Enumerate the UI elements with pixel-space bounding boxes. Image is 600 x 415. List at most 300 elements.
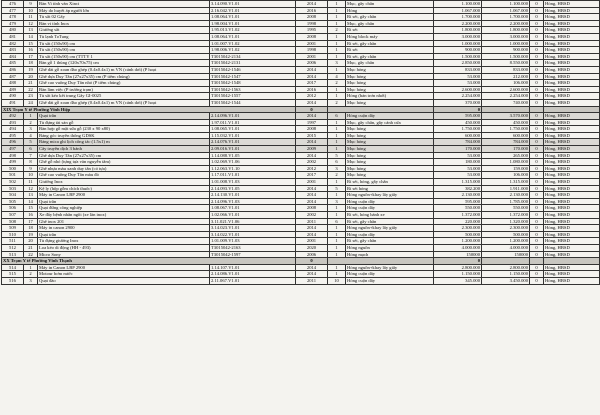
- condition-cell: Hỏng mạch: [346, 251, 434, 258]
- stt-cell: 489: [2, 86, 24, 93]
- qty-cell: 1: [328, 238, 346, 245]
- unit-value-cell: 53.000: [434, 73, 482, 80]
- code-cell: 2.14.076.V1.01: [210, 139, 296, 146]
- condition-cell: Mục hỏng: [346, 73, 434, 80]
- remaining-cell: 0: [530, 1, 544, 8]
- qty-cell: 6: [328, 218, 346, 225]
- qty-cell: 1: [328, 212, 346, 219]
- remaining-cell: 0: [530, 146, 544, 153]
- condition-cell: Mục hỏng: [346, 86, 434, 93]
- code-cell: 1.08.067.V1.01: [210, 205, 296, 212]
- stt-cell: 484: [2, 53, 24, 60]
- remaining-cell: 0: [530, 86, 544, 93]
- stt-cell: 514: [2, 264, 24, 271]
- year-cell: 2006: [296, 60, 328, 67]
- qty-cell: 1: [328, 47, 346, 54]
- remaining-cell: 0: [530, 192, 544, 199]
- code-cell: 1.17.011.V1.01: [210, 172, 296, 179]
- stt-cell: 478: [2, 14, 24, 21]
- total-value-cell: 265.000: [482, 152, 530, 159]
- index-cell: 18: [24, 225, 38, 232]
- stt-cell: 494: [2, 126, 24, 133]
- total-value-cell: 1.200.000: [482, 238, 530, 245]
- index-cell: 16: [24, 47, 38, 54]
- name-cell: Tủ sắt (150x90) cm: [38, 40, 210, 47]
- year-cell: 2001: [296, 40, 328, 47]
- note-cell: Hỏng, HBSD: [544, 33, 600, 40]
- section-row: [2, 258, 600, 265]
- remaining-cell: 0: [530, 165, 544, 172]
- total-value-cell: 2.300.000: [482, 225, 530, 232]
- note-cell: Hỏng, HBSD: [544, 47, 600, 54]
- name-cell: Bàn làm việc (P trưởng trạm): [38, 86, 210, 93]
- table-row: [2, 152, 600, 159]
- note-cell: Hỏng, HBSD: [544, 277, 600, 284]
- code-cell: T3015042-2163: [210, 244, 296, 251]
- condition-cell: Mục, gãy chân: [346, 20, 434, 27]
- year-cell: 2008: [296, 33, 328, 40]
- stt-cell: 513: [2, 251, 24, 258]
- remaining-cell: 0: [530, 231, 544, 238]
- code-cell: 3.14.090.V1.01: [210, 1, 296, 8]
- code-cell: 1.95.013.V1.02: [210, 27, 296, 34]
- table-row: [2, 27, 600, 34]
- note-cell: Hỏng, HBSD: [544, 192, 600, 199]
- qty-cell: 1: [328, 139, 346, 146]
- name-cell: Motour bơm nước: [38, 271, 210, 278]
- total-value-cell: 1.700.000: [482, 14, 530, 21]
- stt-cell: 516: [2, 277, 24, 284]
- table-row: [2, 73, 600, 80]
- year-cell: 2014: [296, 1, 328, 8]
- remaining-cell: 0: [530, 271, 544, 278]
- total-value-cell: 1.800.000: [482, 27, 530, 34]
- unit-value-cell: 1.150.000: [434, 271, 482, 278]
- qty-cell: 1: [328, 1, 346, 8]
- name-cell: Cây truyền dịch 3 bánh: [38, 146, 210, 153]
- stt-cell: 508: [2, 218, 24, 225]
- note-cell: Hỏng, HBSD: [544, 159, 600, 166]
- section-total: 0: [434, 106, 482, 113]
- total-value-cell: 170.000: [482, 146, 530, 153]
- year-cell: 2012: [296, 93, 328, 100]
- code-cell: 2.14.096.V1.01: [210, 113, 296, 120]
- total-value-cell: 3.450.000: [482, 277, 530, 284]
- stt-cell: 477: [2, 7, 24, 14]
- code-cell: T3015042-1544: [210, 99, 296, 106]
- index-cell: 14: [24, 198, 38, 205]
- year-cell: 2011: [296, 277, 328, 284]
- total-value-cell: 1.150.000: [482, 271, 530, 278]
- total-value-cell: 106.000: [482, 172, 530, 179]
- unit-value-cell: 900.000: [434, 47, 482, 54]
- code-cell: 1.08.064.V1.01: [210, 33, 296, 40]
- index-cell: 2: [24, 271, 38, 278]
- index-cell: 15: [24, 40, 38, 47]
- condition-cell: Hỏng nguồn+khay lấy giấy: [346, 192, 434, 199]
- qty-cell: 3: [328, 60, 346, 67]
- note-cell: Hỏng, HBSD: [544, 225, 600, 232]
- unit-value-cell: 784.000: [434, 139, 482, 146]
- index-cell: 13: [24, 27, 38, 34]
- unit-value-cell: 370.000: [434, 99, 482, 106]
- stt-cell: 492: [2, 113, 24, 120]
- name-cell: Ghế cao vuông Duy Tân nhỏ (P tiêm chủng): [38, 80, 210, 87]
- remaining-cell: 0: [530, 40, 544, 47]
- index-cell: 18: [24, 60, 38, 67]
- unit-value-cell: 1.750.000: [434, 126, 482, 133]
- qty-cell: 1: [328, 264, 346, 271]
- total-value-cell: 3.000.000: [482, 33, 530, 40]
- table-body: [2, 1, 600, 285]
- year-cell: 2002: [296, 159, 328, 166]
- table-row: [2, 146, 600, 153]
- index-cell: 20: [24, 73, 38, 80]
- year-cell: 2014: [296, 264, 328, 271]
- total-value-cell: 150000: [482, 251, 530, 258]
- year-cell: 2017: [296, 80, 328, 87]
- code-cell: 1.01.009.V1.03: [210, 238, 296, 245]
- stt-cell: 497: [2, 146, 24, 153]
- code-cell: 1.08.064.V1.01: [210, 14, 296, 21]
- qty-cell: 1: [328, 53, 346, 60]
- table-row: [2, 119, 600, 126]
- total-value-cell: 1.315.000: [482, 179, 530, 186]
- total-value-cell: 500.000: [482, 231, 530, 238]
- section-blank: [530, 106, 544, 113]
- index-cell: 21: [24, 80, 38, 87]
- qty-cell: 3: [328, 165, 346, 172]
- total-value-cell: 8.550.000: [482, 60, 530, 67]
- remaining-cell: 0: [530, 14, 544, 21]
- remaining-cell: 0: [530, 152, 544, 159]
- qty-cell: 1: [328, 93, 346, 100]
- year-cell: 2008: [296, 205, 328, 212]
- qty-cell: 2: [328, 172, 346, 179]
- qty-cell: 1: [328, 225, 346, 232]
- year-cell: 2016: [296, 7, 328, 14]
- total-value-cell: 2.254.000: [482, 93, 530, 100]
- index-cell: 11: [24, 14, 38, 21]
- index-cell: 1: [24, 264, 38, 271]
- table-row: [2, 238, 600, 245]
- section-blank: [544, 106, 600, 113]
- qty-cell: 1: [328, 126, 346, 133]
- stt-cell: 479: [2, 20, 24, 27]
- section-blank: [328, 106, 434, 113]
- note-cell: Hỏng, HBSD: [544, 146, 600, 153]
- name-cell: Máy in canon 2900: [38, 225, 210, 232]
- stt-cell: 480: [2, 27, 24, 34]
- index-cell: 10: [24, 172, 38, 179]
- total-value-cell: 900.000: [482, 47, 530, 54]
- name-cell: Ghế dựa Duy Tân (27x27x35) cm (P tiêm chủng): [38, 73, 210, 80]
- year-cell: 2014: [296, 271, 328, 278]
- total-value-cell: 550.000: [482, 205, 530, 212]
- stt-cell: 505: [2, 198, 24, 205]
- note-cell: Hỏng, HBSD: [544, 53, 600, 60]
- section-row: [2, 106, 600, 113]
- name-cell: Tủ sắt 02 Gấy: [38, 14, 210, 21]
- condition-cell: Mục hỏng: [346, 159, 434, 166]
- total-value-cell: 1.750.000: [482, 126, 530, 133]
- unit-value-cell: 2.850.000: [434, 60, 482, 67]
- table-row: [2, 264, 600, 271]
- year-cell: 1995: [296, 27, 328, 34]
- name-cell: Quạt trần: [38, 198, 210, 205]
- code-cell: T3015042-1557: [210, 93, 296, 100]
- unit-value-cell: 1.500.000: [434, 53, 482, 60]
- table-row: [2, 225, 600, 232]
- remaining-cell: 0: [530, 172, 544, 179]
- remaining-cell: 0: [530, 185, 544, 192]
- year-cell: 2014: [296, 73, 328, 80]
- condition-cell: Mục hỏng: [346, 139, 434, 146]
- name-cell: Ghế inox 201: [38, 218, 210, 225]
- table-row: [2, 53, 600, 60]
- index-cell: 7: [24, 152, 38, 159]
- name-cell: Ghế gỗ nhỏ (tựng tựa văn nguyễn tâm): [38, 159, 210, 166]
- condition-cell: Hỏng cuộn dây: [346, 231, 434, 238]
- year-cell: 2020: [296, 244, 328, 251]
- index-cell: 6: [24, 146, 38, 153]
- name-cell: Tủ sắt kéo kết trung Gây GI-0025: [38, 93, 210, 100]
- condition-cell: Mục hỏng: [346, 152, 434, 159]
- condition-cell: Mục hỏng: [346, 99, 434, 106]
- table-row: [2, 159, 600, 166]
- note-cell: Hỏng, HBSD: [544, 185, 600, 192]
- total-value-cell: 1.100.000: [482, 1, 530, 8]
- total-value-cell: 2.600.000: [482, 86, 530, 93]
- note-cell: Hỏng, HBSD: [544, 251, 600, 258]
- condition-cell: Hỏng nguồn+khay lấy giấy: [346, 225, 434, 232]
- section-blank: [328, 258, 434, 265]
- asset-table: [1, 0, 600, 285]
- code-cell: T3015042-2134: [210, 53, 296, 60]
- name-cell: Tủ sắt (150x90) cm: [38, 47, 210, 54]
- year-cell: 1998: [296, 20, 328, 27]
- total-value-cell: 1.911.000: [482, 185, 530, 192]
- condition-cell: Rỉ sét, hỏng bánh xe: [346, 212, 434, 219]
- code-cell: T3015042-2131: [210, 60, 296, 67]
- code-cell: 1.15.032.V1.01: [210, 132, 296, 139]
- total-value-cell: 1.067.000: [482, 7, 530, 14]
- year-cell: 2008: [296, 126, 328, 133]
- unit-value-cell: 1.800.000: [434, 27, 482, 34]
- name-cell: Loa kéo di động (HH - 493): [38, 244, 210, 251]
- qty-cell: 10: [328, 277, 346, 284]
- remaining-cell: 0: [530, 126, 544, 133]
- name-cell: Ghế dựa Duy Tân (27x27x35) cm: [38, 152, 210, 159]
- index-cell: 17: [24, 218, 38, 225]
- stt-cell: 486: [2, 66, 24, 73]
- stt-cell: 499: [2, 159, 24, 166]
- index-cell: 13: [24, 192, 38, 199]
- stt-cell: 496: [2, 139, 24, 146]
- qty-cell: 1: [328, 119, 346, 126]
- condition-cell: Rỉ sét: [346, 47, 434, 54]
- qty-cell: 1: [328, 205, 346, 212]
- index-cell: 2: [24, 119, 38, 126]
- year-cell: 2014: [296, 152, 328, 159]
- year-cell: 2011: [296, 218, 328, 225]
- year-cell: 2014: [296, 231, 328, 238]
- remaining-cell: 0: [530, 27, 544, 34]
- remaining-cell: 0: [530, 93, 544, 100]
- code-cell: 1.01.008.V1.03: [210, 179, 296, 186]
- unit-value-cell: 600.000: [434, 132, 482, 139]
- total-value-cell: 784.000: [482, 139, 530, 146]
- section-blank: [530, 258, 544, 265]
- stt-cell: 507: [2, 212, 24, 219]
- code-cell: 3.14.022.V1.01: [210, 231, 296, 238]
- code-cell: 1.12.063.V1.10: [210, 165, 296, 172]
- year-cell: 2012: [296, 165, 328, 172]
- table-row: [2, 20, 600, 27]
- unit-value-cell: 2.254.000: [434, 93, 482, 100]
- index-cell: 19: [24, 66, 38, 73]
- note-cell: Hỏng, HBSD: [544, 99, 600, 106]
- remaining-cell: 0: [530, 20, 544, 27]
- code-cell: 1.14.107.V1.01: [210, 264, 296, 271]
- name-cell: Ghế dài gỗ xoan đào ghép (0.4x0.4x1) m VN (cánh dơi) (P hoạt: [38, 66, 210, 73]
- unit-value-cell: 53.000: [434, 80, 482, 87]
- index-cell: 3: [24, 277, 38, 284]
- note-cell: Hỏng, HBSD: [544, 27, 600, 34]
- index-cell: 5: [24, 139, 38, 146]
- table-row: [2, 205, 600, 212]
- name-cell: Kệ ly (hộp gỗm chích thuốc): [38, 185, 210, 192]
- remaining-cell: 0: [530, 80, 544, 87]
- unit-value-cell: 4.000.000: [434, 244, 482, 251]
- name-cell: Ghế cao vuông Duy Tân màu đỏ: [38, 172, 210, 179]
- table-row: [2, 244, 600, 251]
- unit-value-cell: 595.000: [434, 113, 482, 120]
- qty-cell: 1: [328, 132, 346, 139]
- remaining-cell: 0: [530, 264, 544, 271]
- index-cell: 12: [24, 185, 38, 192]
- note-cell: Hỏng, HBSD: [544, 139, 600, 146]
- year-cell: 1997: [296, 119, 328, 126]
- stt-cell: 515: [2, 271, 24, 278]
- remaining-cell: 0: [530, 113, 544, 120]
- note-cell: Hỏng, HBSD: [544, 80, 600, 87]
- remaining-cell: 0: [530, 225, 544, 232]
- table-row: [2, 139, 600, 146]
- code-cell: 1.08.065.V1.01: [210, 126, 296, 133]
- stt-cell: 487: [2, 73, 24, 80]
- stt-cell: 510: [2, 231, 24, 238]
- section-total: 0: [434, 258, 482, 265]
- table-row: [2, 93, 600, 100]
- stt-cell: 493: [2, 119, 24, 126]
- name-cell: Bảng mica ghi lịch công tác (1.5x1) m: [38, 139, 210, 146]
- code-cell: 1.97.011.V1.01: [210, 119, 296, 126]
- year-cell: 2009: [296, 146, 328, 153]
- remaining-cell: 0: [530, 159, 544, 166]
- unit-value-cell: 53.000: [434, 152, 482, 159]
- table-row: [2, 86, 600, 93]
- unit-value-cell: 2.200.000: [434, 20, 482, 27]
- section-label: XIX Trạm Y tế Phường Vĩnh Hiệp: [2, 106, 296, 113]
- year-cell: 2014: [296, 185, 328, 192]
- condition-cell: Hỏng: [346, 7, 434, 14]
- note-cell: Hỏng, HBSD: [544, 73, 600, 80]
- code-cell: T3015042-1548: [210, 80, 296, 87]
- name-cell: Giường sắt: [38, 27, 210, 34]
- note-cell: Hỏng, HBSD: [544, 198, 600, 205]
- qty-cell: 1: [328, 14, 346, 21]
- unit-value-cell: 2.300.000: [434, 225, 482, 232]
- condition-cell: Hỏng (bản trơn nhớt): [346, 93, 434, 100]
- remaining-cell: 0: [530, 139, 544, 146]
- table-row: [2, 80, 600, 87]
- condition-cell: Mục hỏng: [346, 80, 434, 87]
- note-cell: Hỏng, HBSD: [544, 264, 600, 271]
- condition-cell: Hỏng nguồn: [346, 244, 434, 251]
- stt-cell: 512: [2, 244, 24, 251]
- condition-cell: Hỏng cuộn dây: [346, 205, 434, 212]
- note-cell: Hỏng, HBSD: [544, 86, 600, 93]
- unit-value-cell: 833.000: [434, 66, 482, 73]
- qty-cell: 1: [328, 231, 346, 238]
- table-row: [2, 251, 600, 258]
- unit-value-cell: 1.200.000: [434, 238, 482, 245]
- condition-cell: Mục, gãy chân: [346, 60, 434, 67]
- code-cell: 2.14.096.V1.03: [210, 198, 296, 205]
- name-cell: Máy in Canon LBP 2900: [38, 192, 210, 199]
- table-row: [2, 14, 600, 21]
- unit-value-cell: 2.600.000: [434, 86, 482, 93]
- code-cell: 1.98.006.V1.02: [210, 47, 296, 54]
- table-row: [2, 172, 600, 179]
- code-cell: 2.16.042.V1.01: [210, 7, 296, 14]
- table-row: [2, 40, 600, 47]
- note-cell: Hỏng, HBSD: [544, 218, 600, 225]
- index-cell: 1: [24, 113, 38, 120]
- condition-cell: Rỉ sét hỏng: [346, 185, 434, 192]
- condition-cell: Hỏng cuộn dây: [346, 277, 434, 284]
- code-cell: 2.09.016.V1.01: [210, 146, 296, 153]
- unit-value-cell: 1.315.000: [434, 179, 482, 186]
- name-cell: Tủ đựng tài sản gỗ: [38, 119, 210, 126]
- condition-cell: Rỉ sét, gãy chân: [346, 40, 434, 47]
- total-value-cell: 2.800.000: [482, 264, 530, 271]
- year-cell: 2014: [296, 192, 328, 199]
- table-row: [2, 132, 600, 139]
- note-cell: Hỏng, HBSD: [544, 66, 600, 73]
- table-row: [2, 1, 600, 8]
- qty-cell: 2: [328, 99, 346, 106]
- total-value-cell: 2.130.000: [482, 192, 530, 199]
- qty-cell: 1: [328, 20, 346, 27]
- remaining-cell: 0: [530, 212, 544, 219]
- stt-cell: 483: [2, 47, 24, 54]
- code-cell: 1.02.069.V1.06: [210, 159, 296, 166]
- remaining-cell: 0: [530, 66, 544, 73]
- index-cell: 24: [24, 99, 38, 106]
- section-label: XX Trạm Y tế Phường Vĩnh Thạnh: [2, 258, 296, 265]
- unit-value-cell: 53.000: [434, 165, 482, 172]
- total-value-cell: 450.000: [482, 119, 530, 126]
- stt-cell: 504: [2, 192, 24, 199]
- total-value-cell: 1.000.000: [482, 40, 530, 47]
- unit-value-cell: 150000: [434, 251, 482, 258]
- condition-cell: Mục hỏng: [346, 126, 434, 133]
- year-cell: 2014: [296, 139, 328, 146]
- table-row: [2, 7, 600, 14]
- condition-cell: Rỉ sét: [346, 27, 434, 34]
